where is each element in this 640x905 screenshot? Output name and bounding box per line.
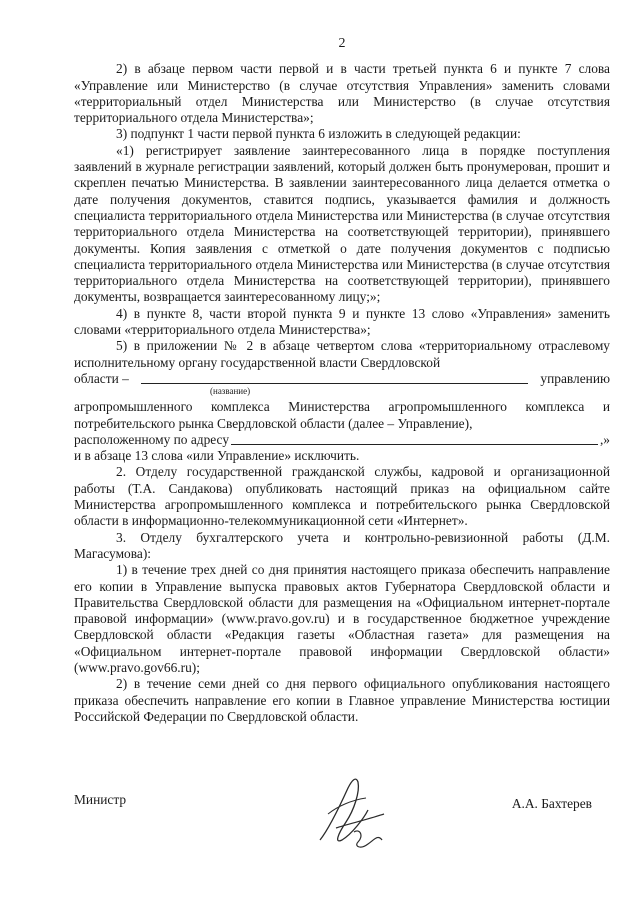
signatory-name: А.А. Бахтерев [511, 796, 592, 811]
paragraph-item-3-subpoint-1: 1) в течение трех дней со дня принятия настоящего приказа обеспечить направление его копии в Управление выпуска правовых актов Губернатора Свердловской области и Правительства Свердловской области для размещения на «Официальном интернет-портале правовой информации» (www.pravo.gov.ru) и в государственное бюджетное учреждение Свердловской области «Редакция газеты «Областная газета» для размещения на «Официальном интернет-портале правовой информации Свердловской области» (www.pravo.gov66.ru); [74, 562, 610, 675]
paragraph-quoted-subpoint-1: «1) регистрирует заявление заинтересованного лица в порядке поступления заявлений в журнале регистрации заявлений, который должен быть пронумерован, прошит и скреплен печатью Министерства. В заявлении заинтересованного лица делается отметка о дате получения документов, ставится подпись, указывается фамилия и должность специалиста территориального отдела Министерства или Министерства (в случае отсутствия территориального отдела Министерства на соответствующей территории), принявшего документы. Копия заявления с отметкой о дате получения документов с подписью специалиста территориального отдела Министерства или Министерства (в случае отсутствия территориального отдела Министерства на соответствующей территории), принявшего документы, возвращается заинтересованному лицу;»; [74, 142, 610, 305]
blank-address-line [231, 443, 598, 445]
signatory-title: Министр [74, 792, 127, 807]
paragraph-item-2: 2. Отделу государственной гражданской службы, кадровой и организационной работы (Т.А. Сандакова) опубликовать настоящий приказ на официальном сайте Министерства агропромышленного комплекса и потребительского рынка Свердловской области в информационно-телекоммуникационной сети «Интернет». [74, 464, 610, 529]
signature-block [74, 792, 610, 852]
blank-name-row [74, 371, 610, 387]
paragraph-amendment-3: 3) подпункт 1 части первой пункта 6 изложить в следующей редакции: [116, 126, 521, 142]
paragraph-amendment-2: 2) в абзаце первом части первой и в части третьей пункта 6 и пункте 7 слова «Управление или Министерство (в случае отсутствия Управления» заменить словами «территориальный отдел Министерства или Министерство (в случае отсутствия территориального отдела Министерства»; [74, 61, 610, 126]
paragraph-item-3-subpoint-2: 2) в течение семи дней со дня первого официального опубликования настоящего приказа обеспечить направление его копии в Главное управление Министерства юстиции Российской Федерации по Свердловской области. [74, 676, 610, 724]
paragraph-item-3: 3. Отделу бухгалтерского учета и контрольно-ревизионной работы (Д.М. Магасумова): [74, 529, 610, 561]
blank-address-row [74, 432, 610, 448]
page-number: 2 [338, 36, 346, 51]
blank-right-text: управлению [540, 370, 610, 386]
address-end: ,» [599, 431, 610, 447]
blank-left-text: области – [74, 370, 129, 386]
address-label: расположенному по адресу [74, 431, 230, 447]
paragraph-amendment-5-end: и в абзаце 13 слова «или Управление» исключить. [74, 448, 360, 464]
blank-name-line [141, 382, 529, 384]
paragraph-amendment-5-continued: агропромышленного комплекса Министерства агропромышленного комплекса и потребительского рынка Свердловской области (далее – Управление), [74, 399, 610, 431]
handwritten-signature [308, 770, 398, 856]
paragraph-amendment-4: 4) в пункте 8, части второй пункта 9 и пункте 13 слово «Управления» заменить словами «территориального отдела Министерства»; [74, 305, 610, 338]
blank-caption: (название) [210, 386, 251, 397]
paragraph-amendment-5: 5) в приложении № 2 в абзаце четвертом слова «территориальному отраслевому исполнительному органу государственной власти Свердловской [74, 338, 610, 370]
